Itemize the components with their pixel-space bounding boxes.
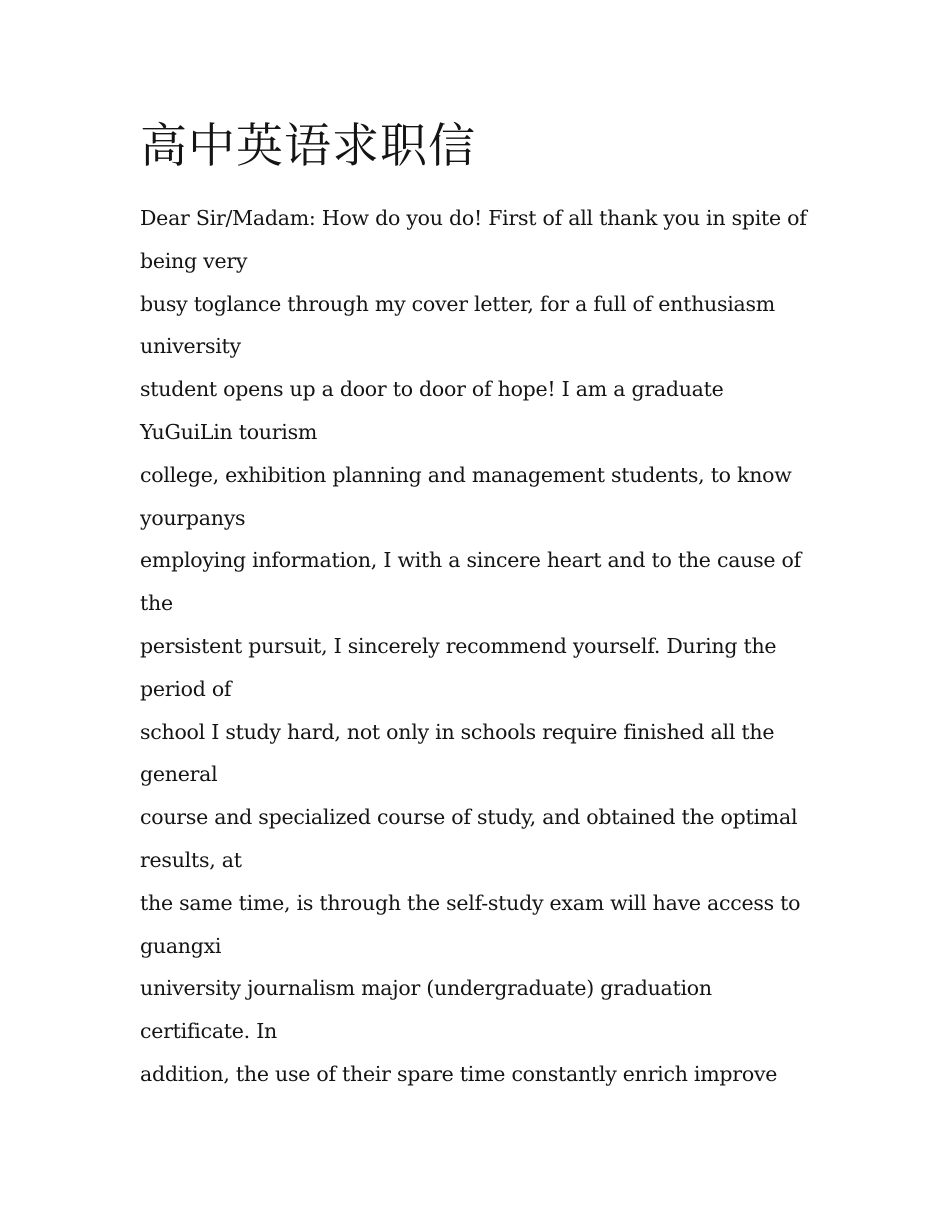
body-line: Dear Sir/Madam: How do you do! First of all thank you in spite of bbox=[140, 206, 807, 230]
body-line: student opens up a door to door of hope! I am a graduate bbox=[140, 377, 724, 402]
body-line: period of bbox=[140, 676, 232, 701]
body-line: school I study hard, not only in schools require finished all the bbox=[140, 719, 775, 744]
body-line: being very bbox=[140, 248, 248, 273]
body-line: general bbox=[140, 762, 218, 787]
body-line: university journalism major (undergraduate) graduation bbox=[140, 976, 712, 1001]
document-body bbox=[140, 197, 820, 1096]
body-line: busy toglance through my cover letter, for a full of enthusiasm bbox=[140, 291, 775, 316]
body-line: certificate. In bbox=[140, 1019, 278, 1044]
body-line: YuGuiLin tourism bbox=[140, 419, 318, 444]
body-line: guangxi bbox=[140, 933, 222, 958]
body-line: course and specialized course of study, and obtained the optimal bbox=[140, 805, 798, 830]
body-line: the same time, is through the self-study exam will have access to bbox=[140, 890, 801, 915]
body-line: the bbox=[140, 591, 173, 616]
body-line: university bbox=[140, 334, 241, 359]
body-line: results, at bbox=[140, 847, 242, 872]
body-line: employing information, I with a sincere heart and to the cause of bbox=[140, 548, 801, 573]
body-line: college, exhibition planning and management students, to know bbox=[140, 462, 792, 487]
body-line: yourpanys bbox=[140, 505, 246, 530]
body-line: persistent pursuit, I sincerely recommend yourself. During the bbox=[140, 633, 777, 658]
document-title: 高中英语求职信 bbox=[140, 119, 476, 174]
body-line: addition, the use of their spare time constantly enrich improve bbox=[140, 1061, 778, 1086]
